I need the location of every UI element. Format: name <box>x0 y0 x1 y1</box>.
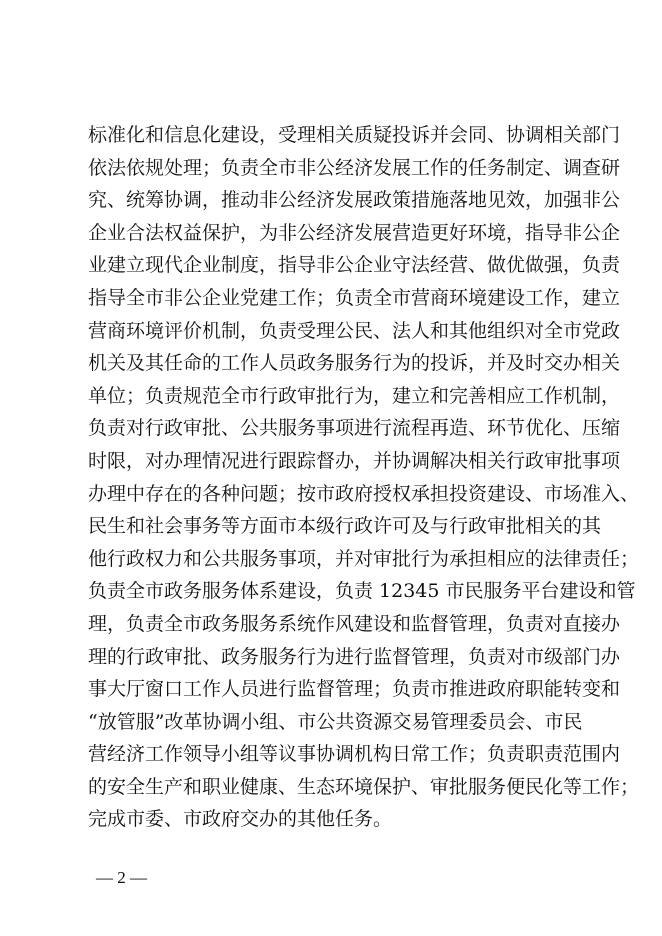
text-line: 机关及其任命的工作人员政务服务行为的投诉，并及时交办相关 <box>88 352 621 375</box>
text-line: 民生和社会事务等方面市本级行政许可及与行政审批相关的其 <box>88 515 602 538</box>
text-line: 理的行政审批、政务服务行为进行监督管理，负责对市级部门办 <box>88 645 621 668</box>
text-line: 的安全生产和职业健康、生态环境保护、审批服务便民化等工作； <box>88 775 640 798</box>
text-line: 事大厅窗口工作人员进行监督管理；负责市推进政府职能转变和 <box>88 678 621 701</box>
text-line: 负责全市政务服务体系建设，负责 12345 市民服务平台建设和管 <box>88 580 636 603</box>
text-line: 标准化和信息化建设，受理相关质疑投诉并会同、协调相关部门 <box>88 124 621 146</box>
text-line: 负责对行政审批、公共服务事项进行流程再造、环节优化、压缩 <box>88 417 621 440</box>
page-number: — 2 — <box>96 868 147 887</box>
text-line: 完成市委、市政府交办的其他任务。 <box>88 808 393 831</box>
document-body <box>88 119 640 836</box>
text-line: 企业合法权益保护，为非公经济发展营造更好环境，指导非公企 <box>88 221 621 244</box>
text-line: 理，负责全市政务服务系统作风建设和监督管理，负责对直接办 <box>88 612 621 635</box>
text-line: 他行政权力和公共服务事项，并对审批行为承担相应的法律责任； <box>88 547 640 570</box>
text-line: 依法依规处理；负责全市非公经济发展工作的任务制定、调查研 <box>88 156 621 179</box>
text-line: 单位；负责规范全市行政审批行为，建立和完善相应工作机制， <box>88 384 621 407</box>
text-line: 业建立现代企业制度，指导非公企业守法经营、做优做强，负责 <box>88 254 621 277</box>
text-line: “放管服”改革协调小组、市公共资源交易管理委员会、市民 <box>88 710 583 733</box>
text-line: 营经济工作领导小组等议事协调机构日常工作；负责职责范围内 <box>88 743 621 766</box>
text-line: 营商环境评价机制，负责受理公民、法人和其他组织对全市党政 <box>88 319 621 342</box>
text-line: 究、统筹协调，推动非公经济发展政策措施落地见效，加强非公 <box>88 189 621 212</box>
text-line: 指导全市非公企业党建工作；负责全市营商环境建设工作，建立 <box>88 286 621 309</box>
text-line: 办理中存在的各种问题；按市政府授权承担投资建设、市场准入、 <box>88 482 640 505</box>
text-line: 时限，对办理情况进行跟踪督办，并协调解决相关行政审批事项 <box>88 449 621 472</box>
